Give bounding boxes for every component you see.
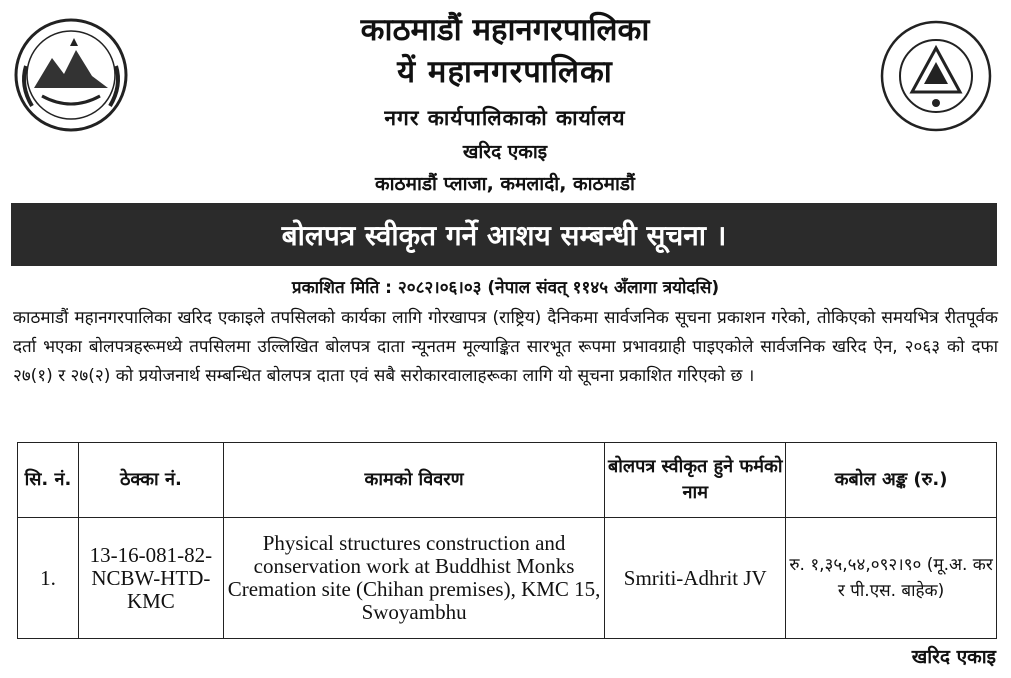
col-header-amount: कबोल अङ्क (रु.) — [786, 443, 997, 518]
published-date: प्रकाशित मिति : २०८२।०६।०३ (नेपाल संवत् ११४५ अँलागा त्रयोदसि) — [291, 278, 720, 298]
notice-paragraph: काठमाडौं महानगरपालिका खरिद एकाइले तपसिलको कार्यका लागि गोरखापत्र (राष्ट्रिय) दैनिकमा सार्वजनिक सूचना प्रकाशन गरेको, तोकिएको समयभित्र रीतपूर्वक दर्ता भएका बोलपत्रहरूमध्ये तपसिलमा उल्लिखित बोलपत्र दाता न्यूनतम मूल्याङ्कित सारभूत रूपमा प्रभावग्राही पाइएकोले सार्वजनिक खरिद ऐन, २०६३ को दफा २७(१) र २७(२) को प्रयोजनार्थ सम्बन्धित बोलपत्र दाता एवं सबै सरोकारवालाहरूका लागि यो सूचना प्रकाशित गरिएको छ । — [13, 308, 998, 386]
office-address: काठमाडौं प्लाजा, कमलादी, काठमाडौं — [375, 173, 635, 195]
table-header-row — [18, 443, 997, 518]
col-header-firm: बोलपत्र स्वीकृत हुने फर्मको नाम — [605, 443, 786, 518]
notice-title-banner — [11, 203, 997, 266]
table-row — [18, 518, 997, 639]
cell-contract-no: 13-16-081-82-NCBW-HTD-KMC — [78, 518, 223, 639]
unit-name: खरिद एकाइ — [462, 141, 548, 163]
award-table — [17, 442, 997, 639]
notice-title: बोलपत्र स्वीकृत गर्ने आशय सम्बन्धी सूचना । — [281, 218, 727, 252]
kmc-seal-icon — [878, 18, 994, 134]
col-header-description: कामको विवरण — [223, 443, 605, 518]
cell-firm: Smriti-Adhrit JV — [605, 518, 786, 639]
cell-amount: रु. १,३५,५४,०९२।९० (मू.अ. कर र पी.एस. बाहेक) — [786, 518, 997, 639]
office-name: नगर कार्यपालिकाको कार्यालय — [384, 106, 626, 130]
org-title-newari: यें महानगरपालिका — [397, 54, 613, 90]
nepal-emblem-icon — [12, 16, 130, 134]
col-header-contract-no: ठेक्का नं. — [78, 443, 223, 518]
cell-description: Physical structures construction and conservation work at Buddhist Monks Cremation site (Chihan premises), KMC 15, Swoyambhu — [223, 518, 605, 639]
col-header-sn: सि. नं. — [18, 443, 79, 518]
signature-unit: खरिद एकाइ — [911, 646, 996, 668]
cell-sn: 1. — [18, 518, 79, 639]
org-title: काठमाडौं महानगरपालिका — [360, 12, 650, 48]
